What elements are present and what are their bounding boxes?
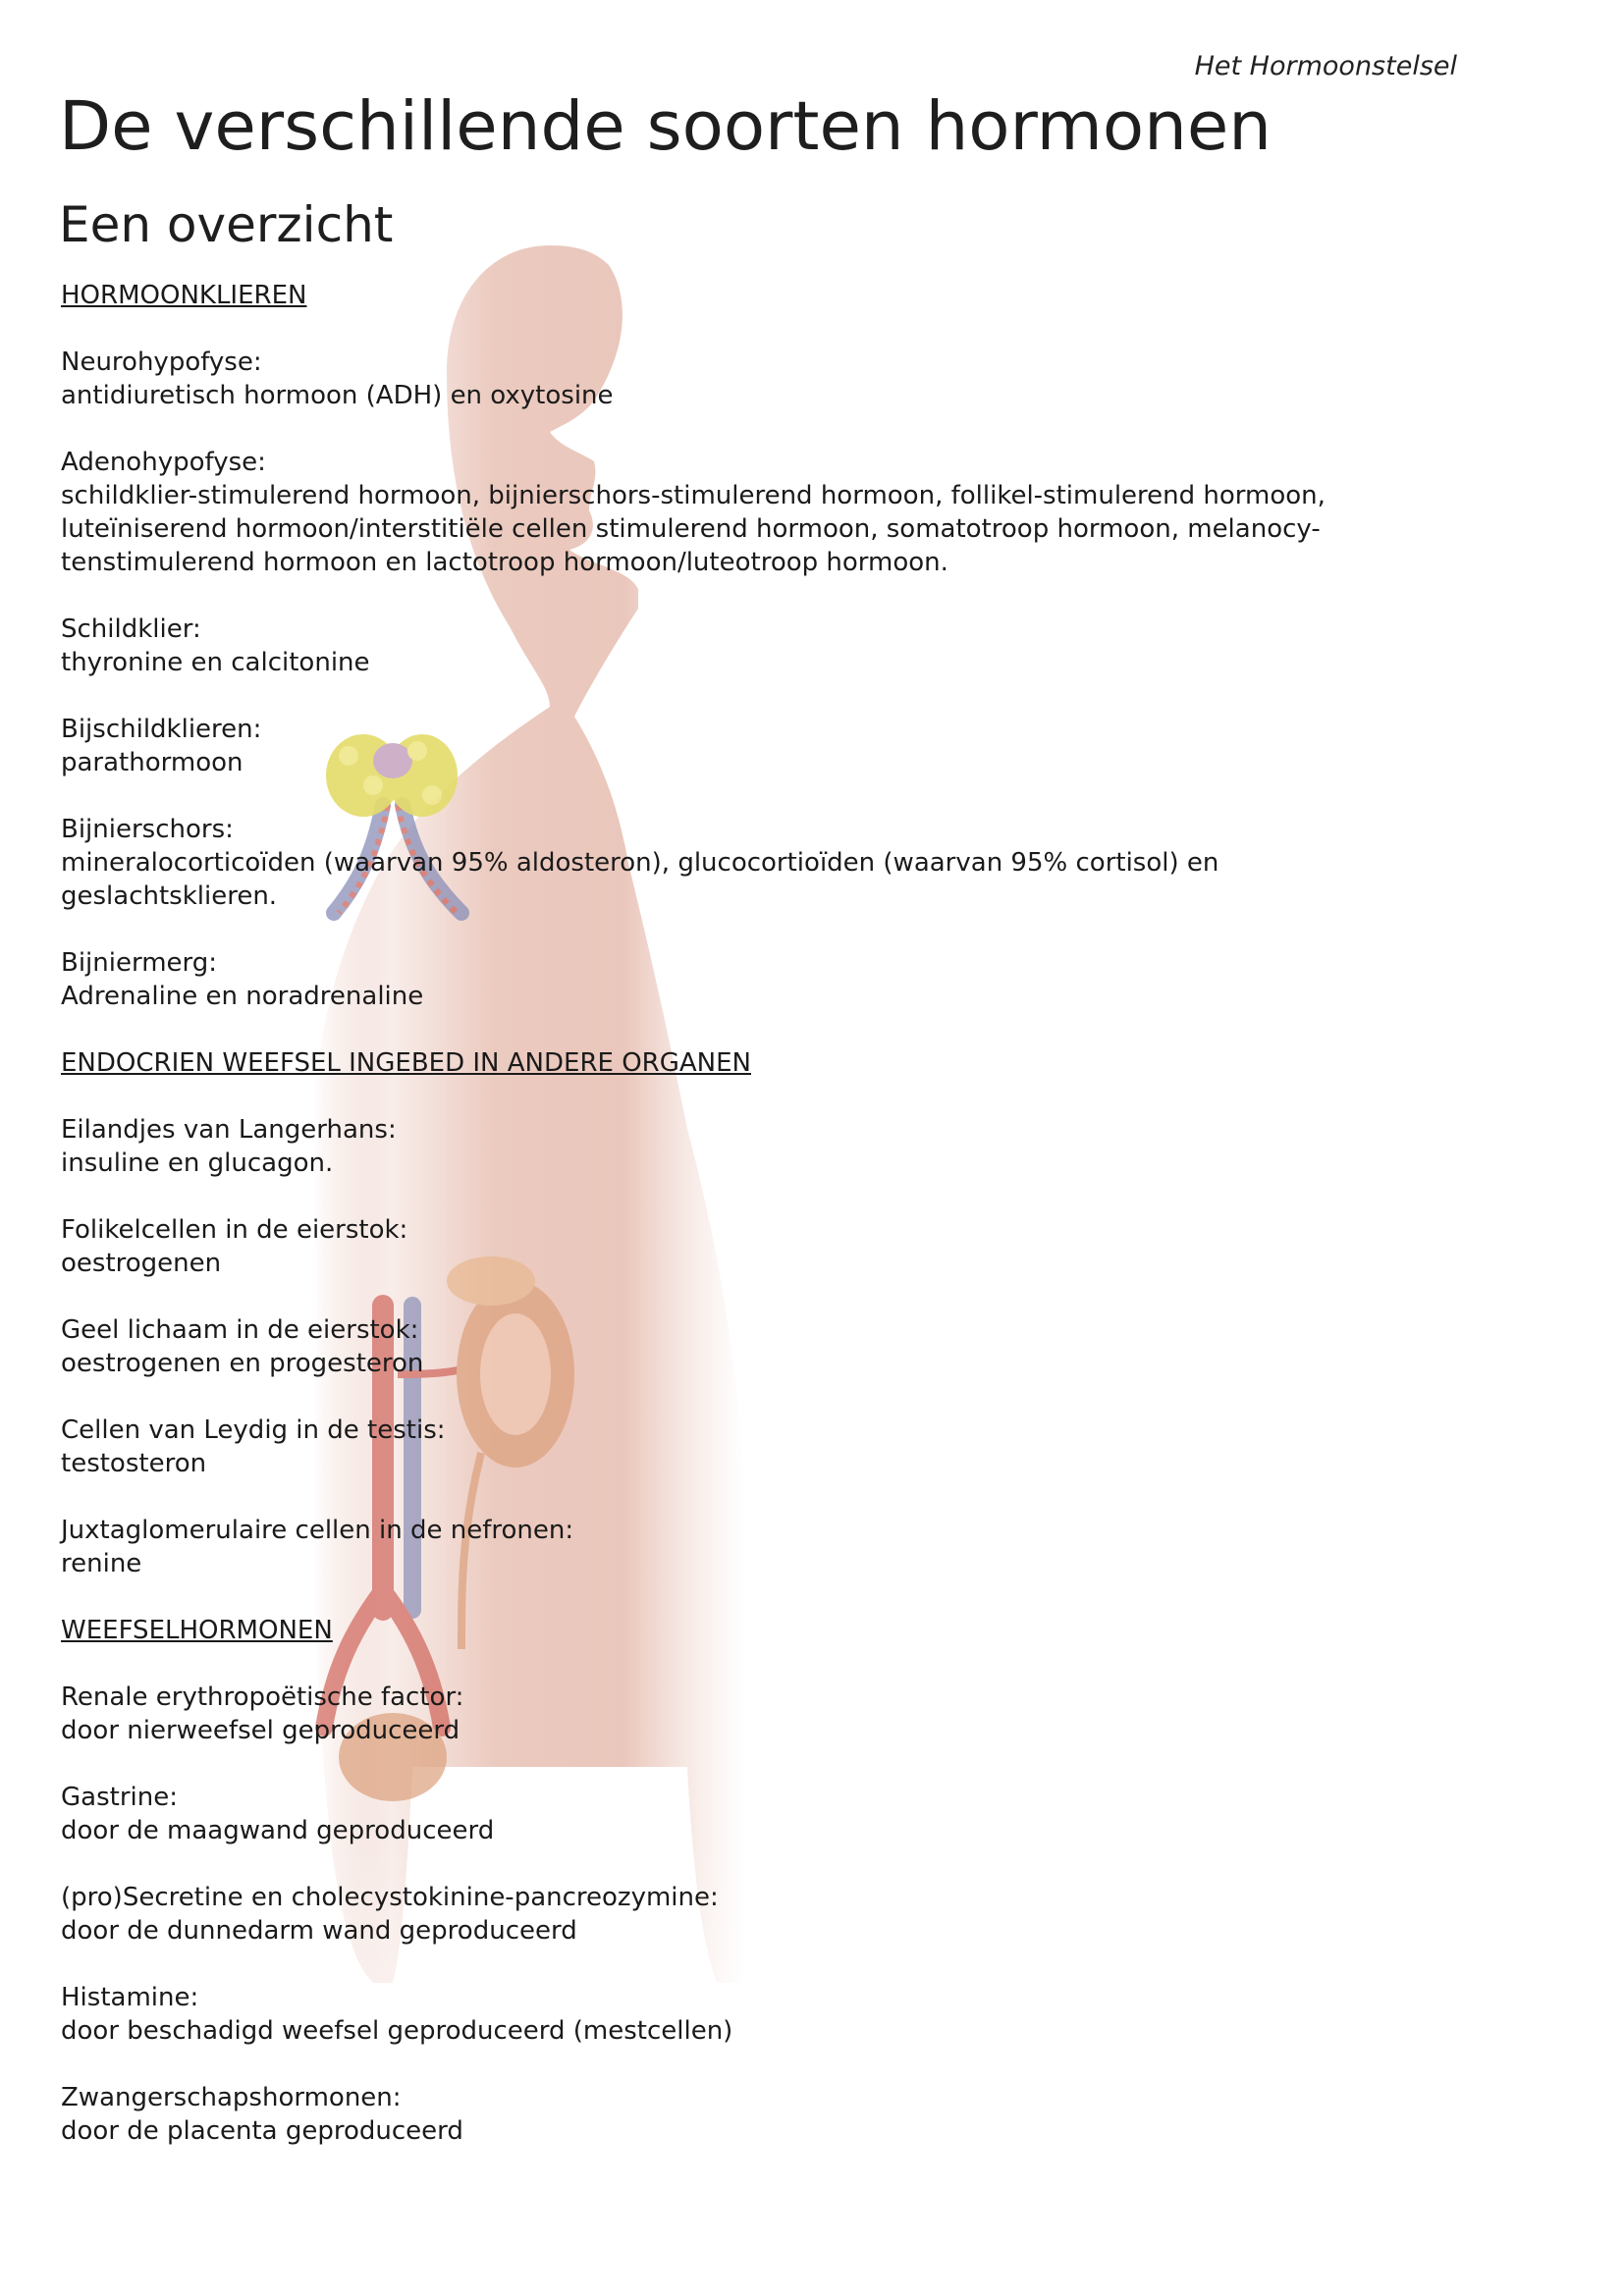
hormone-description: door nierweefsel geproduceerd (61, 1716, 460, 1745)
hormone-entry (61, 346, 1396, 412)
gland-name: Renale erythropoëtische factor: (61, 1682, 464, 1712)
gland-name: Neurohypofyse: (61, 347, 262, 377)
gland-name: (pro)Secretine en cholecystokinine-pancreozymine: (61, 1883, 719, 1912)
hormone-entry (61, 1881, 1396, 1948)
hormone-description: door de dunnedarm wand geproduceerd (61, 1916, 577, 1946)
page-subtitle: Een overzicht (59, 196, 394, 253)
hormone-description: insuline en glucagon. (61, 1148, 334, 1178)
hormone-description: oestrogenen en progesteron (61, 1349, 424, 1378)
hormone-entry (61, 1981, 1396, 2048)
hormone-description: thyronine en calcitonine (61, 648, 370, 677)
hormone-description: schildklier-stimulerend hormoon, bijnierschors-stimulerend hormoon, follikel-stimulerend hormoon, luteïniserend hormoon/interstitiële cellen stimulerend hormoon, somatotroop hormoon, melanocy- tenstimulerend hormoon en lactotroop hormoon/luteotroop hormoon. (61, 481, 1326, 577)
hormone-entry (61, 713, 1396, 779)
gland-name: Histamine: (61, 1983, 199, 2012)
gland-name: Geel lichaam in de eierstok: (61, 1315, 419, 1345)
hormone-description: oestrogenen (61, 1249, 222, 1278)
hormone-entry (61, 1213, 1396, 1280)
section (61, 1614, 1396, 2148)
hormone-description: parathormoon (61, 748, 244, 777)
hormone-entry (61, 1781, 1396, 1847)
hormone-description: renine (61, 1549, 142, 1578)
hormone-entry (61, 2081, 1396, 2148)
hormone-entry (61, 613, 1396, 679)
hormone-description: testosteron (61, 1449, 207, 1478)
section-heading: WEEFSELHORMONEN (61, 1616, 333, 1645)
section-heading: ENDOCRIEN WEEFSEL INGEBED IN ANDERE ORGANEN (61, 1048, 751, 1078)
section (61, 1046, 1396, 1580)
hormone-description: mineralocorticoïden (waarvan 95% aldosteron), glucocortioïden (waarvan 95% cortisol) en geslachtsklieren. (61, 848, 1219, 911)
gland-name: Bijnierschors: (61, 815, 234, 844)
gland-name: Cellen van Leydig in de testis: (61, 1415, 446, 1445)
hormone-entry (61, 946, 1396, 1013)
gland-name: Schildklier: (61, 614, 201, 644)
hormone-description: antidiuretisch hormoon (ADH) en oxytosine (61, 381, 614, 410)
gland-name: Zwangerschapshormonen: (61, 2083, 402, 2112)
gland-name: Gastrine: (61, 1783, 178, 1812)
gland-name: Eilandjes van Langerhans: (61, 1115, 397, 1145)
section (61, 279, 1396, 1013)
section-heading: HORMOONKLIEREN (61, 281, 307, 310)
hormone-description: door de placenta geproduceerd (61, 2116, 463, 2146)
gland-name: Bijschildklieren: (61, 715, 262, 744)
running-header: Het Hormoonstelsel (1194, 51, 1457, 81)
hormone-entry (61, 1414, 1396, 1480)
hormone-description: door beschadigd weefsel geproduceerd (mestcellen) (61, 2016, 733, 2046)
gland-name: Adenohypofyse: (61, 448, 266, 477)
hormone-description: door de maagwand geproduceerd (61, 1816, 495, 1845)
hormone-description: Adrenaline en noradrenaline (61, 982, 424, 1011)
hormone-entry (61, 813, 1396, 913)
gland-name: Juxtaglomerulaire cellen in de nefronen: (61, 1516, 574, 1545)
page-title: De verschillende soorten hormonen (59, 87, 1272, 166)
hormone-entry (61, 1113, 1396, 1180)
hormone-entry (61, 1313, 1396, 1380)
hormone-entry (61, 1681, 1396, 1747)
gland-name: Folikelcellen in de eierstok: (61, 1215, 408, 1245)
hormone-entry (61, 1514, 1396, 1580)
hormone-entry (61, 446, 1396, 579)
gland-name: Bijniermerg: (61, 948, 218, 978)
hormone-sections (61, 279, 1396, 2148)
